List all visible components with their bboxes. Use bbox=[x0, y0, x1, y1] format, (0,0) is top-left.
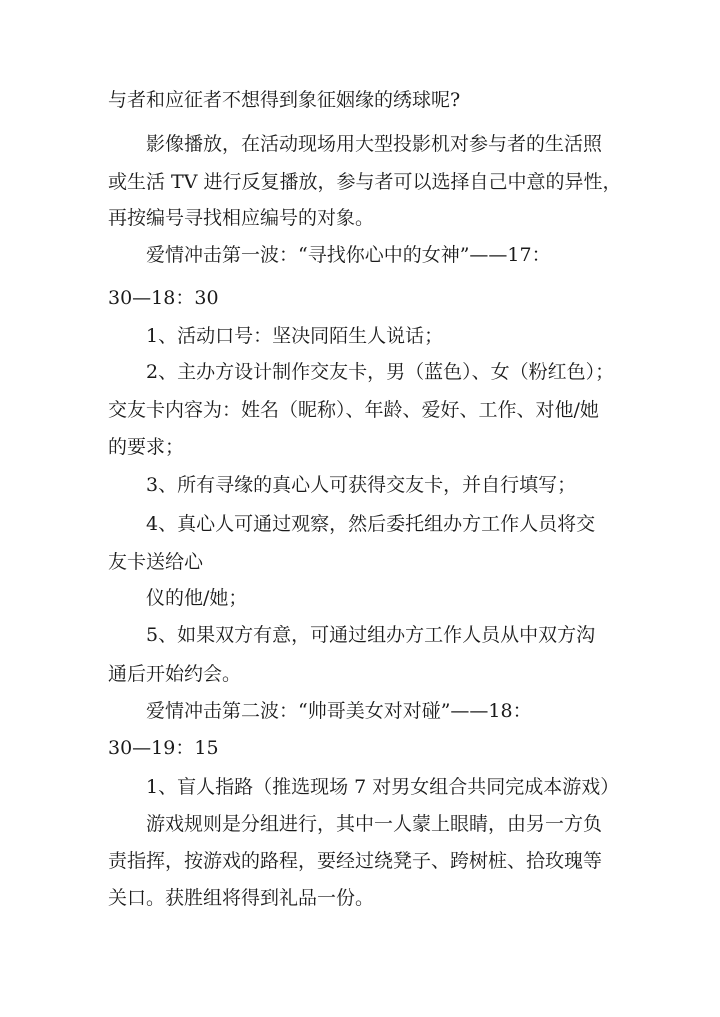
text-line: 再按编号寻找相应编号的对象。 bbox=[108, 207, 375, 229]
text-line: 影像播放，在活动现场用大型投影机对参与者的生活照 bbox=[146, 133, 603, 155]
text-line: 的要求； bbox=[108, 436, 185, 458]
text-line: 1、盲人指路（推选现场 7 对男女组合共同完成本游戏） bbox=[146, 776, 620, 798]
text-line: 友卡送给心 bbox=[108, 551, 204, 573]
text-line: 30—19：15 bbox=[108, 737, 219, 759]
text-line: 交友卡内容为：姓名（昵称）、年龄、爱好、工作、对他/她 bbox=[108, 399, 599, 421]
text-line: 与者和应征者不想得到象征姻缘的绣球呢? bbox=[108, 89, 461, 111]
text-line: 游戏规则是分组进行，其中一人蒙上眼睛，由另一方负 bbox=[146, 813, 603, 835]
text-line: 4、真心人可通过观察，然后委托组办方工作人员将交 bbox=[146, 513, 596, 535]
text-line: 30—18：30 bbox=[108, 287, 219, 309]
text-line: 爱情冲击第一波：“寻找你心中的女神”——17： bbox=[146, 244, 551, 266]
text-line: 关口。获胜组将得到礼品一份。 bbox=[108, 887, 375, 909]
text-line: 3、所有寻缘的真心人可获得交友卡，并自行填写； bbox=[146, 474, 577, 496]
text-line: 仪的他/她； bbox=[146, 587, 248, 609]
text-line: 或生活 TV 进行反复播放，参与者可以选择自己中意的异性， bbox=[108, 171, 622, 193]
text-line: 5、如果双方有意，可通过组办方工作人员从中双方沟 bbox=[146, 624, 596, 646]
text-line: 1、活动口号：坚决同陌生人说话； bbox=[146, 325, 444, 347]
text-line: 通后开始约会。 bbox=[108, 663, 242, 685]
text-line: 2、主办方设计制作交友卡，男（蓝色）、女（粉红色）； bbox=[146, 361, 615, 383]
text-line: 责指挥，按游戏的路程，要经过绕凳子、跨树桩、拾玫瑰等 bbox=[108, 850, 603, 872]
text-line: 爱情冲击第二波：“帅哥美女对对碰”——18： bbox=[146, 700, 532, 722]
